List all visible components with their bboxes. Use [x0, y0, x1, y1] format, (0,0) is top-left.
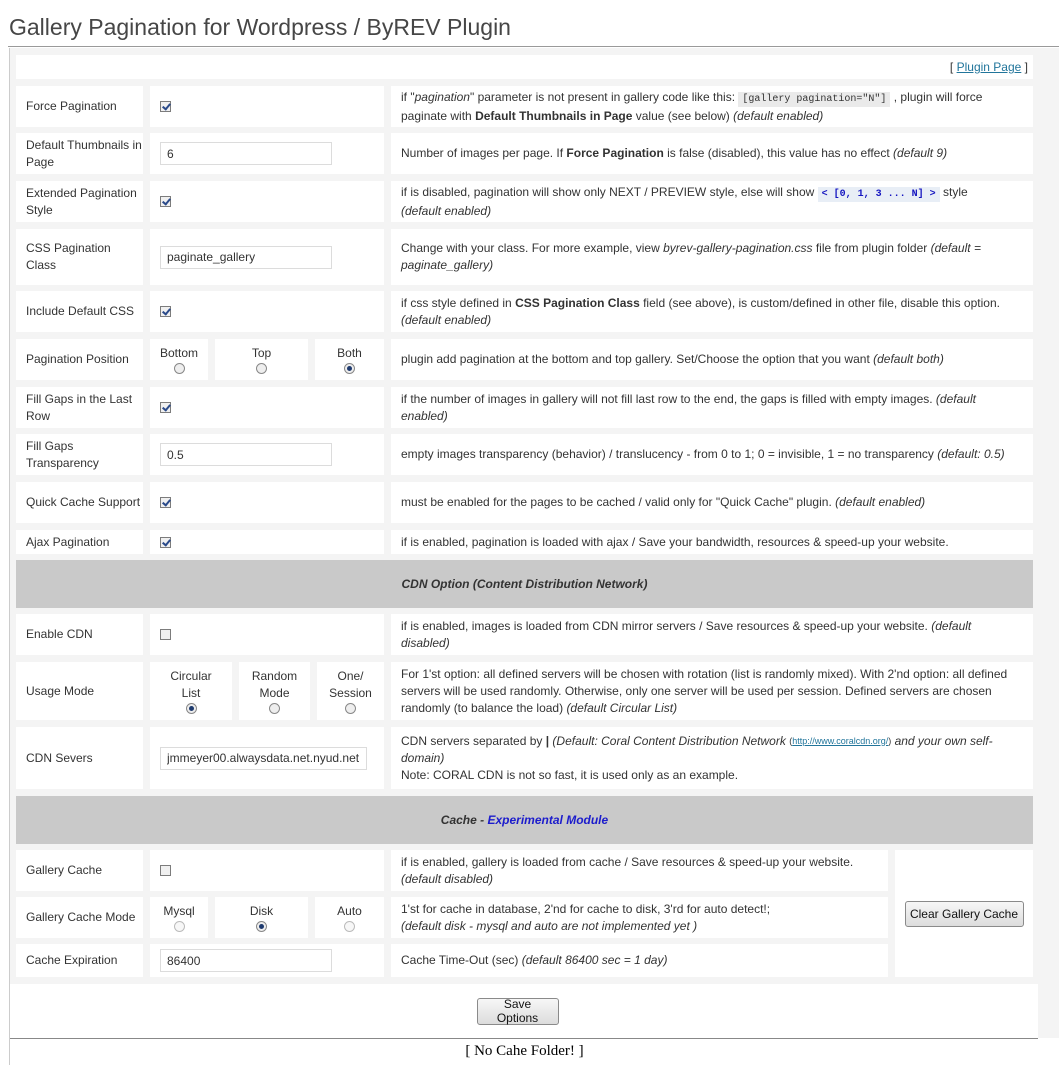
quick-cache-checkbox[interactable] [160, 497, 171, 508]
bottom-divider [9, 1038, 1038, 1039]
force-pagination-checkbox[interactable] [160, 101, 171, 112]
clear-cache-cell [895, 850, 1033, 977]
page-title: Gallery Pagination for Wordpress / ByREV Plugin [9, 14, 511, 40]
transparency-label: Fill Gaps Transparency [16, 434, 143, 475]
force-pagination-label: Force Pagination [16, 86, 143, 127]
css-class-label: CSS Pagination Class [16, 229, 143, 285]
gallery-shortcode-sample: [gallery pagination="N"] [738, 92, 890, 107]
cache-mode-option-auto[interactable]: Auto [315, 897, 384, 938]
gallery-cache-desc: if is enabled, gallery is loaded from cache / Save resources & speed-up your website. (default disabled) [391, 850, 888, 891]
quick-cache-control [150, 482, 384, 523]
ajax-pagination-label: Ajax Pagination [16, 530, 143, 554]
cache-mode-auto-radio[interactable] [344, 921, 355, 932]
cdn-servers-control [150, 727, 384, 789]
pagination-style-sample: < [0, 1, 3 ... N] > [818, 187, 940, 202]
coralcdn-link[interactable]: http://www.coralcdn.org/ [792, 735, 889, 746]
cdn-servers-desc: CDN servers separated by | (Default: Coral Content Distribution Network $^{(http://www.coralcdn.org/)}$ and your own self-domain) Note: CORAL CDN is not so fast, it is used only as an example. [391, 727, 1033, 789]
usage-option-random[interactable]: Random Mode [239, 662, 310, 720]
gallery-cache-control [150, 850, 384, 891]
cache-folder-notice: [ No Cahe Folder! ] [465, 1043, 584, 1059]
usage-mode-label: Usage Mode [16, 662, 143, 720]
cache-mode-mysql-radio[interactable] [174, 921, 185, 932]
fill-gaps-desc: if the number of images in gallery will not fill last row to the end, the gaps is filled with empty images. (default enabled) [391, 387, 1033, 428]
position-both-radio[interactable] [344, 363, 355, 374]
plugin-page-link[interactable]: Plugin Page [956, 60, 1022, 74]
include-css-control [150, 291, 384, 332]
position-bottom-radio[interactable] [174, 363, 185, 374]
save-row [10, 984, 1038, 1038]
position-option-bottom[interactable]: Bottom [150, 339, 208, 380]
cdn-servers-label: CDN Severs [16, 727, 143, 789]
usage-circular-radio[interactable] [186, 703, 197, 714]
position-option-top[interactable]: Top [215, 339, 308, 380]
cache-expiration-desc: Cache Time-Out (sec) (default 86400 sec = 1 day) [391, 944, 888, 977]
default-thumbnails-control [150, 133, 384, 174]
ajax-pagination-desc: if is enabled, pagination is loaded with ajax / Save your bandwidth, resources & speed-up your website. [391, 530, 1033, 554]
usage-option-session[interactable]: One/ Session [317, 662, 384, 720]
cdn-section-header: CDN Option (Content Distribution Network) [16, 560, 1033, 608]
extended-style-label: Extended Pagination Style [16, 181, 143, 222]
force-pagination-desc: if "pagination" parameter is not present in gallery code like this: [gallery pagination="N"] , plugin will force paginate with Default Thumbnails in Page value (see below) (default enabled) [391, 86, 1033, 127]
enable-cdn-label: Enable CDN [16, 614, 143, 655]
default-thumbnails-label: Default Thumbnails in Page [16, 133, 143, 174]
pagination-position-desc: plugin add pagination at the bottom and top gallery. Set/Choose the option that you want (default both) [391, 339, 1033, 380]
css-class-input[interactable] [160, 246, 332, 269]
plugin-page-bracket-close: ] [1024, 60, 1028, 74]
enable-cdn-desc: if is enabled, images is loaded from CDN mirror servers / Save resources & speed-up your website. (default disabled) [391, 614, 1033, 655]
ajax-pagination-checkbox[interactable] [160, 537, 171, 548]
quick-cache-desc: must be enabled for the pages to be cached / valid only for "Quick Cache" plugin. (default enabled) [391, 482, 1033, 523]
ajax-pagination-control [150, 530, 384, 554]
cache-mode-option-disk[interactable]: Disk [215, 897, 308, 938]
cache-section-header: Cache - Experimental Module [16, 796, 1033, 844]
extended-style-checkbox[interactable] [160, 196, 171, 207]
enable-cdn-control [150, 614, 384, 655]
position-option-both[interactable]: Both [315, 339, 384, 380]
title-divider [8, 46, 1059, 47]
transparency-desc: empty images transparency (behavior) / translucency - from 0 to 1; 0 = invisible, 1 = no transparency (default: 0.5) [391, 434, 1033, 475]
transparency-control [150, 434, 384, 475]
quick-cache-label: Quick Cache Support [16, 482, 143, 523]
usage-random-radio[interactable] [269, 703, 280, 714]
plugin-page-row [16, 55, 1033, 79]
default-thumbnails-input[interactable] [160, 142, 332, 165]
cdn-servers-input[interactable] [160, 747, 367, 770]
cache-expiration-label: Cache Expiration [16, 944, 143, 977]
force-pagination-control [150, 86, 384, 127]
enable-cdn-checkbox[interactable] [160, 629, 171, 640]
cache-mode-disk-radio[interactable] [256, 921, 267, 932]
include-css-desc: if css style defined in CSS Pagination Class field (see above), is custom/defined in other file, disable this option. (default enabled) [391, 291, 1033, 332]
css-class-desc: Change with your class. For more example, view byrev-gallery-pagination.css file from plugin folder (default = paginate_gallery) [391, 229, 1033, 285]
cache-expiration-input[interactable] [160, 949, 332, 972]
cache-mode-label: Gallery Cache Mode [16, 897, 143, 938]
cache-mode-desc: 1'st for cache in database, 2'nd for cache to disk, 3'rd for auto detect!; (default disk - mysql and auto are not implemented yet ) [391, 897, 888, 938]
include-css-label: Include Default CSS [16, 291, 143, 332]
pagination-position-label: Pagination Position [16, 339, 143, 380]
css-class-control [150, 229, 384, 285]
fill-gaps-checkbox[interactable] [160, 402, 171, 413]
default-thumbnails-desc: Number of images per page. If Force Pagination is false (disabled), this value has no effect (default 9) [391, 133, 1033, 174]
usage-session-radio[interactable] [345, 703, 356, 714]
gallery-cache-label: Gallery Cache [16, 850, 143, 891]
save-options-button[interactable]: Save Options [477, 998, 559, 1025]
extended-style-desc: if is disabled, pagination will show only NEXT / PREVIEW style, else will show < [0, 1, 3 ... N] > style (default enabled) [391, 181, 1033, 222]
fill-gaps-label: Fill Gaps in the Last Row [16, 387, 143, 428]
position-top-radio[interactable] [256, 363, 267, 374]
plugin-page-bracket-open: [ [949, 60, 954, 74]
gallery-cache-checkbox[interactable] [160, 865, 171, 876]
extended-style-control [150, 181, 384, 222]
usage-option-circular[interactable]: Circular List [150, 662, 232, 720]
transparency-input[interactable] [160, 443, 332, 466]
cache-expiration-control [150, 944, 384, 977]
cache-mode-option-mysql[interactable]: Mysql [150, 897, 208, 938]
clear-gallery-cache-button[interactable]: Clear Gallery Cache [905, 901, 1024, 927]
fill-gaps-control [150, 387, 384, 428]
usage-mode-desc: For 1'st option: all defined servers will be chosen with rotation (list is randomly mixed). With 2'nd option: all defined servers will be used randomly. Otherwise, only one server will be used per session. Defined servers are chosen randomly (to balance the load) (default Circular List) [391, 662, 1033, 720]
include-css-checkbox[interactable] [160, 306, 171, 317]
